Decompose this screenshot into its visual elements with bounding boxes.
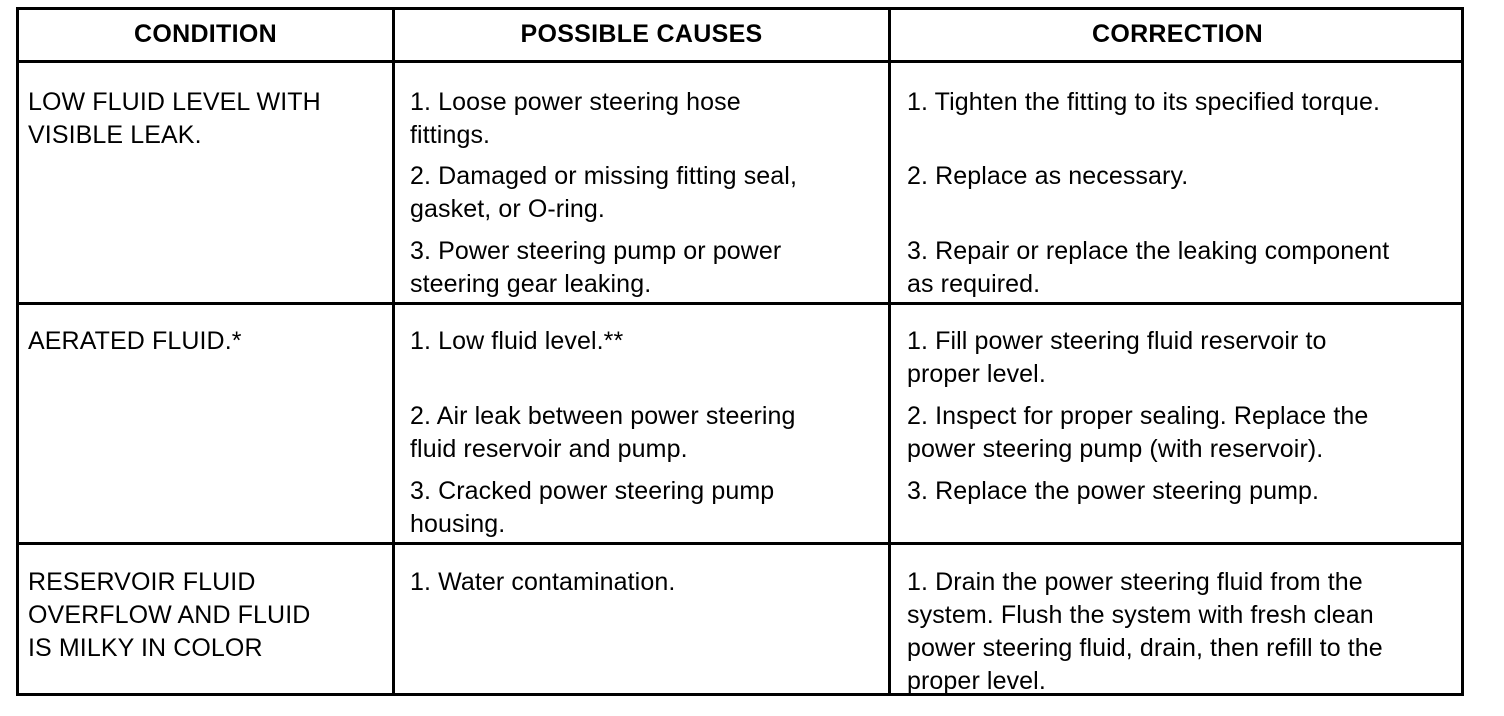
text-line: fluid reservoir and pump. (410, 435, 688, 463)
text-line: 3. Replace the power steering pump. (907, 477, 1320, 505)
row1-fix-1 (907, 86, 1380, 119)
text-line: power steering pump (with reservoir). (907, 435, 1324, 463)
row3-fix-1 (907, 566, 1383, 698)
row-divider-1 (19, 302, 1461, 305)
text-line: 1. Loose power steering hose (410, 88, 741, 116)
header-possible-causes: POSSIBLE CAUSES (520, 20, 763, 48)
row1-condition (28, 86, 321, 152)
row1-fix-3 (907, 235, 1389, 301)
text-line: 1. Fill power steering fluid reservoir to (907, 327, 1327, 355)
text-line: fittings. (410, 121, 491, 149)
row2-fix-3 (907, 475, 1319, 508)
text-line: RESERVOIR FLUID (28, 568, 256, 596)
row-divider-2 (19, 542, 1461, 545)
diagnosis-table (16, 7, 1464, 696)
row1-fix-2 (907, 160, 1188, 193)
text-line: housing. (410, 510, 506, 538)
text-line: system. Flush the system with fresh clean (907, 601, 1374, 629)
text-line: VISIBLE LEAK. (28, 121, 202, 149)
text-line: 1. Tighten the fitting to its specified torque. (907, 88, 1381, 116)
row1-cause-2 (410, 160, 797, 226)
text-line: OVERFLOW AND FLUID (28, 601, 311, 629)
text-line: 1. Water contamination. (410, 568, 676, 596)
row2-cause-2 (410, 400, 796, 466)
text-line: gasket, or O-ring. (410, 195, 605, 223)
row2-cause-3 (410, 475, 774, 541)
text-line: 2. Inspect for proper sealing. Replace the (907, 402, 1369, 430)
row3-cause-1 (410, 566, 675, 599)
column-divider-2 (888, 10, 891, 693)
text-line: steering gear leaking. (410, 270, 652, 298)
row2-fix-2 (907, 400, 1368, 466)
text-line: 3. Repair or replace the leaking component (907, 237, 1390, 265)
text-line: 2. Replace as necessary. (907, 162, 1189, 190)
row1-cause-3 (410, 235, 781, 301)
row2-fix-1 (907, 325, 1327, 391)
text-line: 1. Drain the power steering fluid from the (907, 568, 1363, 596)
text-line: 2. Air leak between power steering (410, 402, 796, 430)
row1-cause-1 (410, 86, 741, 152)
text-line: power steering fluid, drain, then refill to the (907, 634, 1383, 662)
text-line: 1. Low fluid level.** (410, 327, 624, 355)
text-line: proper level. (907, 667, 1046, 695)
text-line: IS MILKY IN COLOR (28, 634, 263, 662)
text-line: as required. (907, 270, 1041, 298)
text-line: 3. Power steering pump or power (410, 237, 782, 265)
row2-condition (28, 325, 242, 358)
text-line: 3. Cracked power steering pump (410, 477, 775, 505)
row2-cause-1 (410, 325, 623, 358)
text-line: LOW FLUID LEVEL WITH (28, 88, 321, 116)
text-line: proper level. (907, 360, 1046, 388)
header-correction: CORRECTION (1091, 20, 1264, 48)
text-line: 2. Damaged or missing fitting seal, (410, 162, 798, 190)
header-divider (19, 60, 1461, 63)
text-line: AERATED FLUID.* (28, 327, 242, 355)
row3-condition (28, 566, 310, 665)
header-condition: CONDITION (134, 20, 277, 48)
column-divider-1 (392, 10, 395, 693)
